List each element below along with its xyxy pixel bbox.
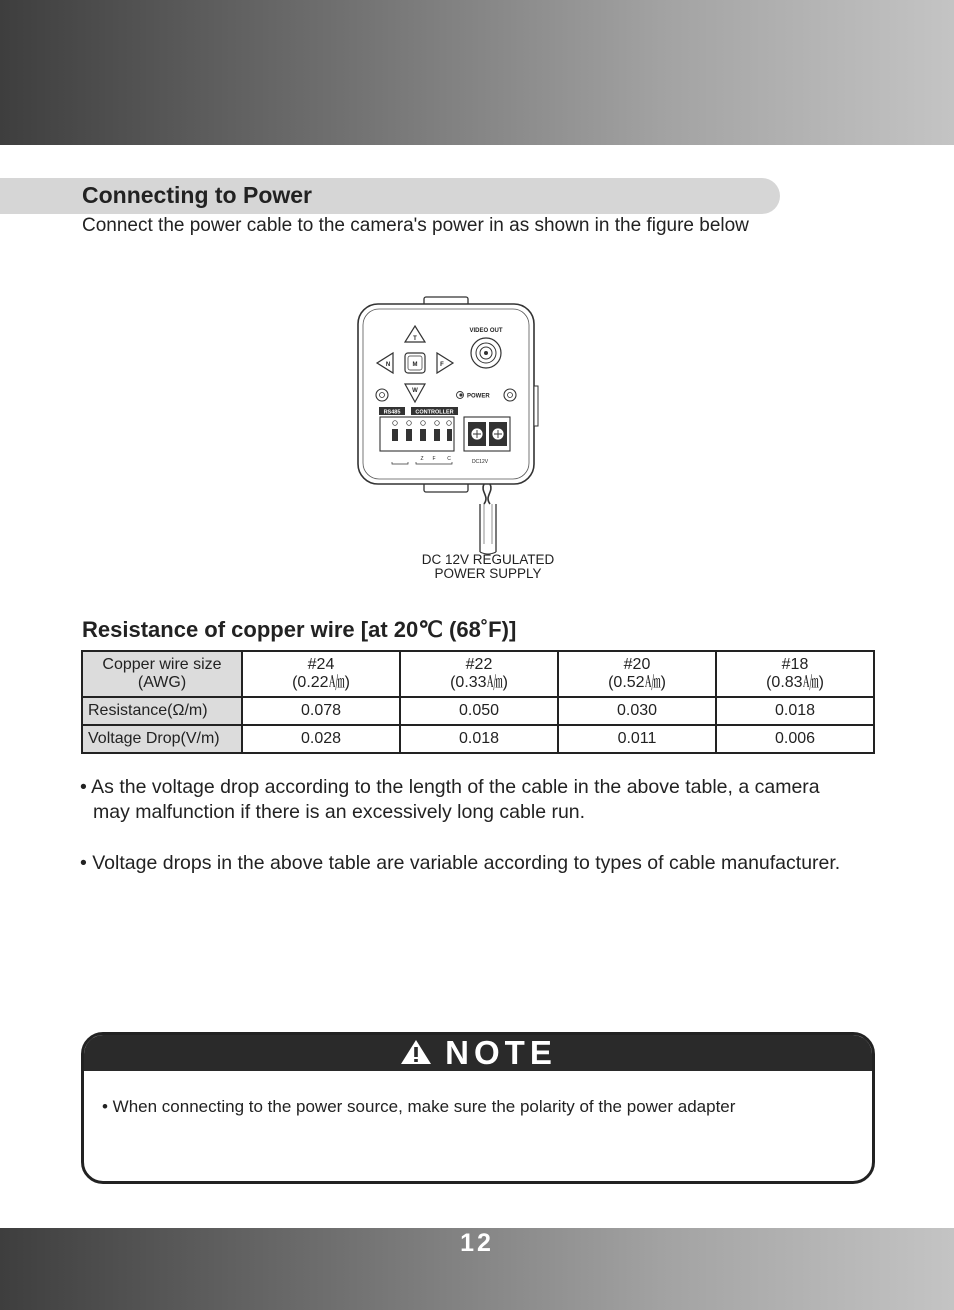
figure-caption bbox=[388, 553, 588, 581]
table-title: Resistance of copper wire [at 20℃ (68˚F)] bbox=[82, 617, 517, 642]
table-header-cell bbox=[242, 651, 400, 697]
terminal-c-label: C bbox=[447, 456, 451, 462]
btn-n-label: N bbox=[385, 362, 391, 368]
header-label-line1: Copper wire size bbox=[102, 656, 222, 673]
area-label: (0.83㏟) bbox=[766, 674, 824, 691]
table-cell: 0.028 bbox=[242, 725, 400, 753]
gauge-label: #20 bbox=[623, 656, 651, 673]
figure-caption-line2: POWER SUPPLY bbox=[434, 566, 542, 581]
table-cell: 0.018 bbox=[716, 697, 874, 725]
table-cell: 0.011 bbox=[558, 725, 716, 753]
table-cell: 0.050 bbox=[400, 697, 558, 725]
terminal-z-label: Z bbox=[420, 456, 424, 462]
note-header bbox=[84, 1035, 872, 1071]
table-cell: 0.018 bbox=[400, 725, 558, 753]
section-title: Connecting to Power bbox=[82, 182, 312, 208]
menu-button bbox=[405, 353, 425, 373]
figure-caption-line1: DC 12V REGULATED bbox=[421, 552, 555, 567]
row-label: Voltage Drop(V/m) bbox=[82, 725, 242, 753]
dc12v-label: DC12V bbox=[471, 459, 489, 465]
table-header-label bbox=[82, 651, 242, 697]
warning-icon bbox=[399, 1038, 433, 1066]
bullet-item: • Voltage drops in the above table are variable according to types of cable manufacturer. bbox=[80, 852, 841, 874]
header-label-line2: (AWG) bbox=[137, 674, 187, 691]
note-box bbox=[81, 1032, 875, 1184]
table-header-cell bbox=[400, 651, 558, 697]
header-band bbox=[0, 0, 954, 145]
screw-icon-right bbox=[504, 389, 516, 401]
power-label: POWER bbox=[467, 393, 490, 400]
row-label: Resistance(Ω/m) bbox=[82, 697, 242, 725]
table-header-cell bbox=[716, 651, 874, 697]
power-cable-icon bbox=[483, 484, 491, 504]
gauge-label: #18 bbox=[781, 656, 809, 673]
copper-wire-table bbox=[81, 650, 875, 754]
note-text: • When connecting to the power source, make sure the polarity of the power adapter bbox=[102, 1097, 736, 1116]
table-header-row bbox=[82, 651, 874, 697]
gauge-label: #22 bbox=[465, 656, 493, 673]
section-intro: Connect the power cable to the camera's power in as shown in the figure below bbox=[82, 215, 749, 236]
power-cable-lower-icon bbox=[470, 504, 510, 556]
bullet-item: • As the voltage drop according to the length of the cable in the above table, a camera may malfunction if there is an excessively long cable run. bbox=[80, 776, 820, 823]
rs485-label: RS485 bbox=[383, 409, 401, 416]
area-label: (0.33㏟) bbox=[450, 674, 508, 691]
table-row bbox=[82, 697, 874, 725]
video-out-label: VIDEO OUT bbox=[469, 328, 503, 334]
area-label: (0.52㏟) bbox=[608, 674, 666, 691]
bnc-connector-icon bbox=[471, 338, 501, 368]
dc-power-terminal bbox=[464, 417, 510, 451]
table-cell: 0.006 bbox=[716, 725, 874, 753]
terminal-f-label: F bbox=[432, 456, 436, 462]
bullet-list bbox=[80, 775, 850, 902]
camera-rear-panel-illustration bbox=[352, 296, 552, 506]
power-led-icon bbox=[457, 392, 464, 399]
note-title: NOTE bbox=[445, 1034, 557, 1071]
screw-icon-left bbox=[376, 389, 388, 401]
controller-label: CONTROLLER bbox=[415, 409, 454, 416]
page-number: 12 bbox=[460, 1229, 494, 1257]
btn-w-label: W bbox=[412, 388, 418, 394]
table-cell: 0.030 bbox=[558, 697, 716, 725]
table-row bbox=[82, 725, 874, 753]
btn-t-label: T bbox=[413, 336, 417, 342]
gauge-label: #24 bbox=[307, 656, 335, 673]
control-terminal-block bbox=[380, 417, 454, 451]
btn-f-label: F bbox=[440, 362, 444, 368]
table-cell: 0.078 bbox=[242, 697, 400, 725]
area-label: (0.22㏟) bbox=[292, 674, 350, 691]
table-header-cell bbox=[558, 651, 716, 697]
btn-m-label: M bbox=[412, 362, 418, 368]
